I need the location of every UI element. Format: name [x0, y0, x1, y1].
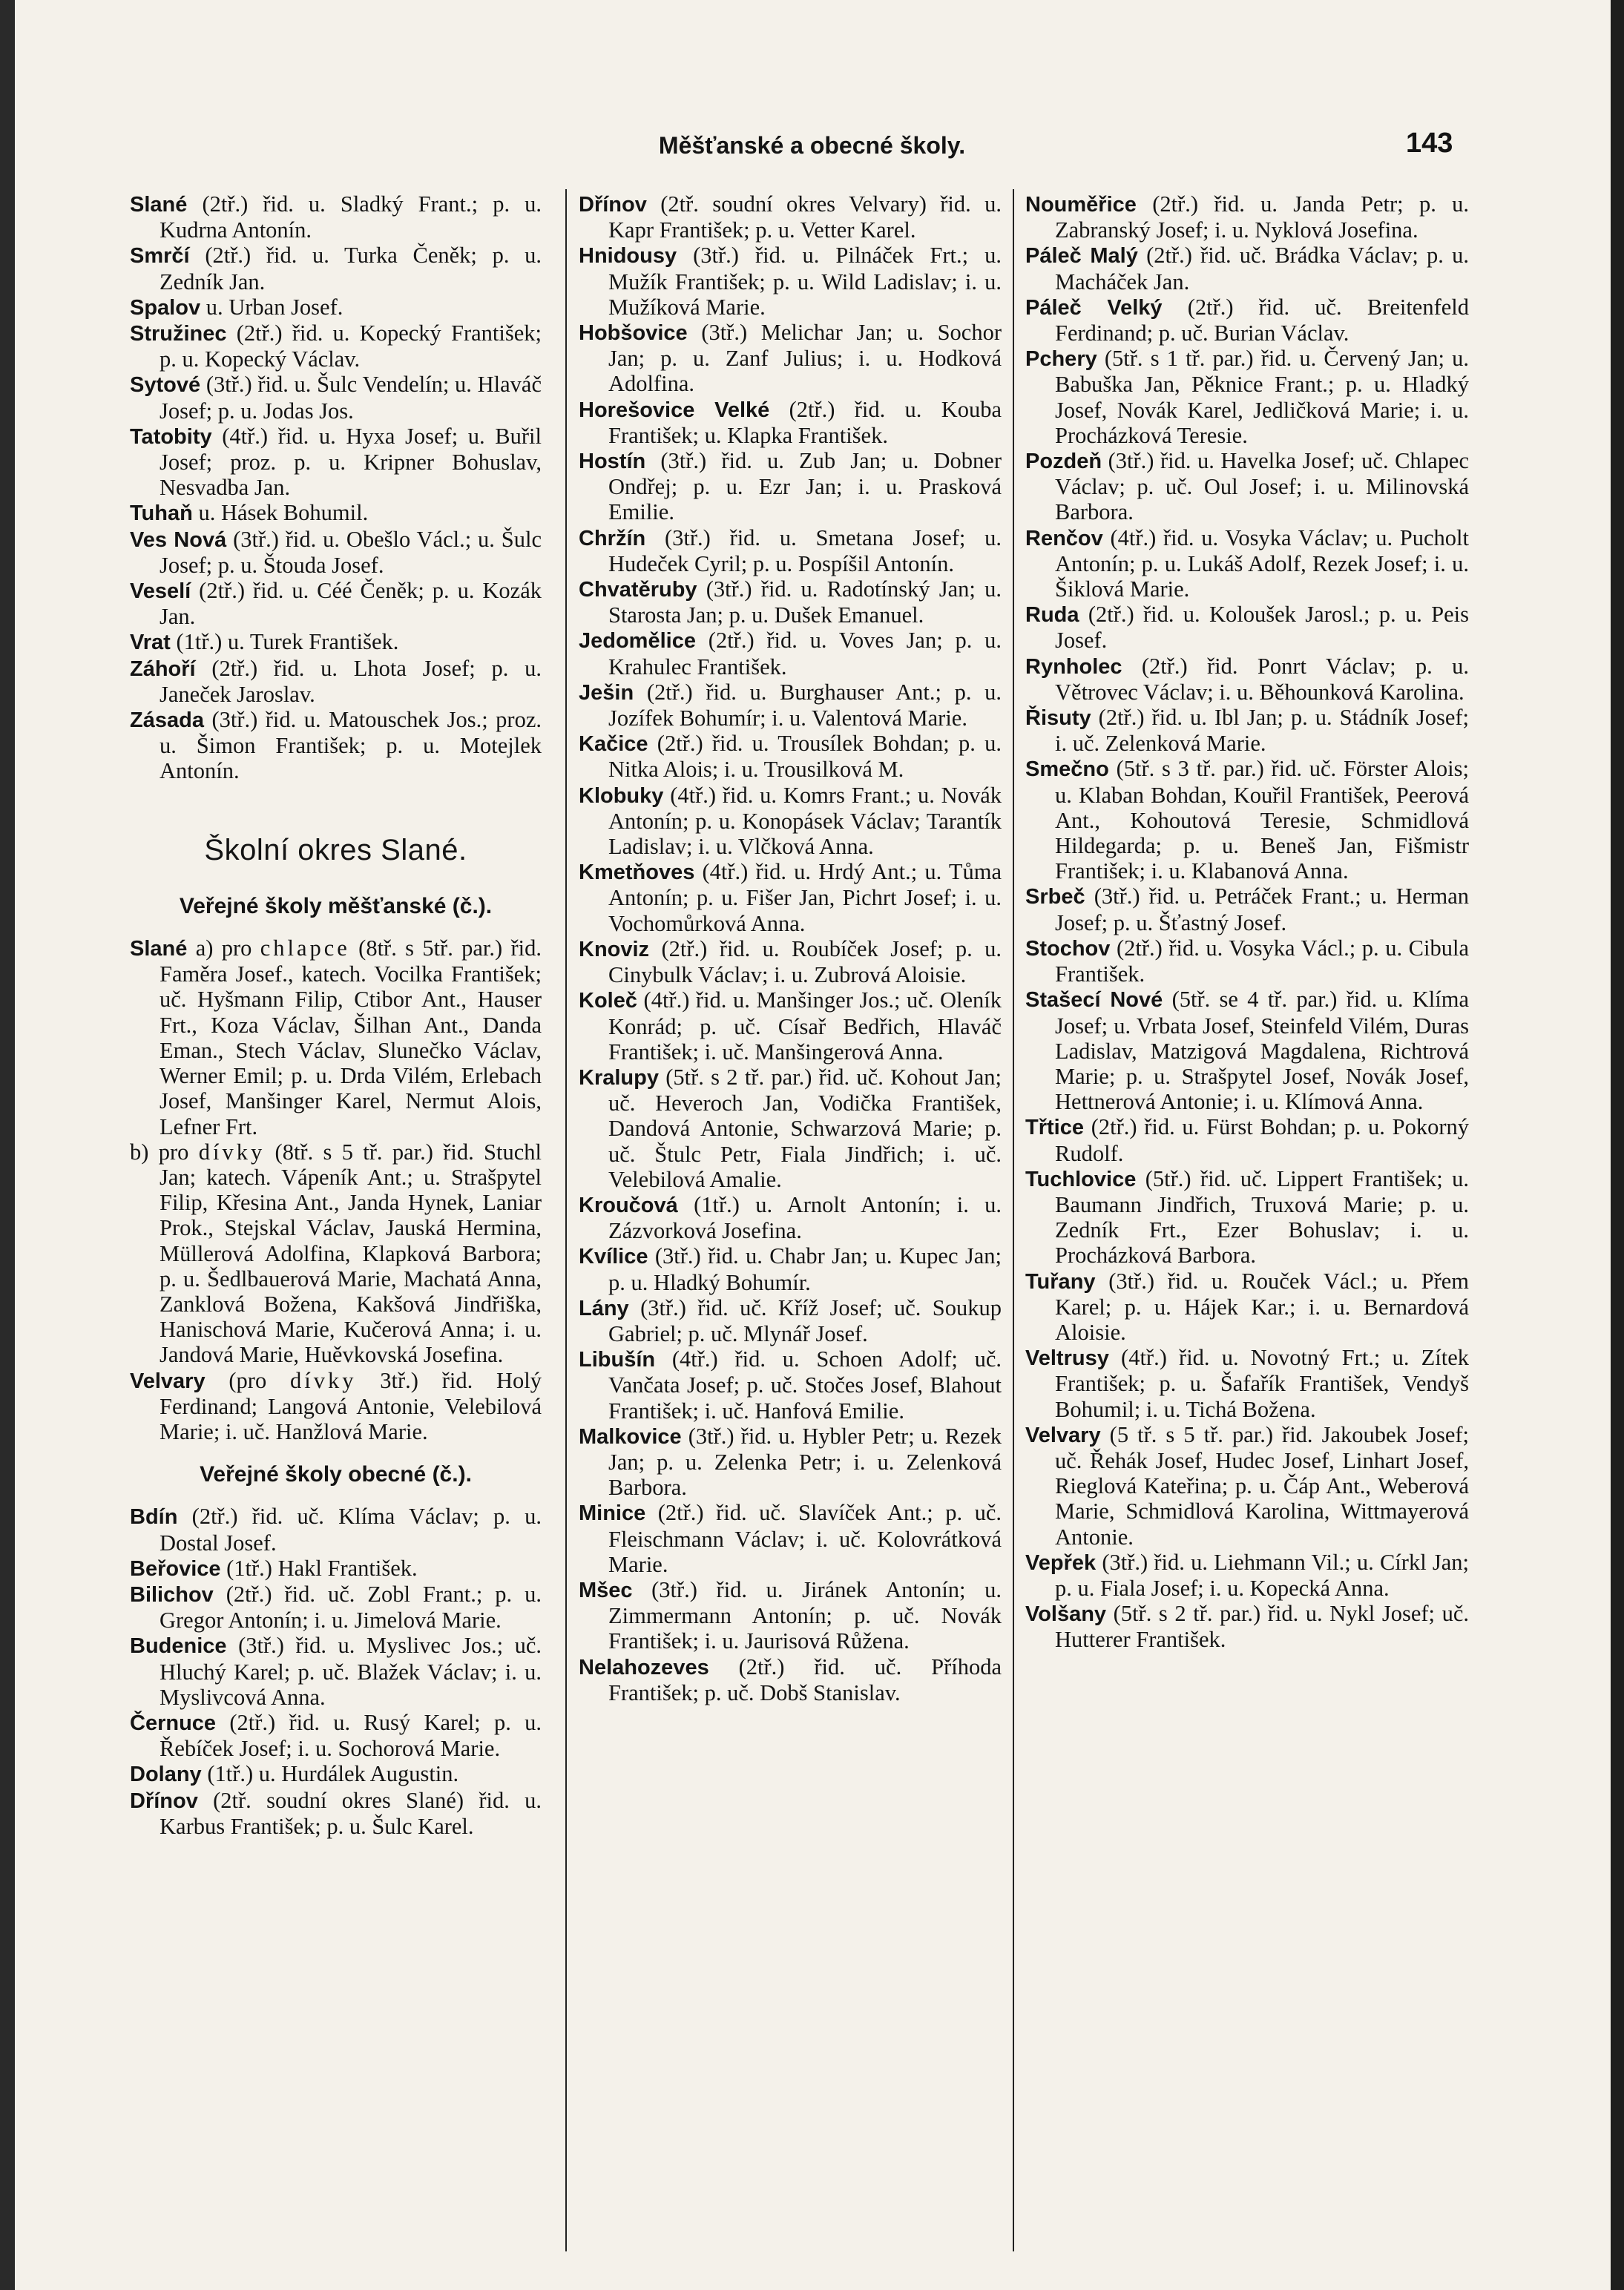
- directory-entry: [130, 1582, 542, 1633]
- entry-text: (5tř.) řid. uč. Lippert František; u. Baumann Jindřich, Truxová Marie; p. u. Zedník Frt., Ezer Bohuslav; i. u. Procházková Barbora.: [1055, 1165, 1469, 1269]
- directory-entry: [579, 859, 1002, 936]
- entry-list: [130, 1504, 542, 1839]
- entry-spaced: dívky: [290, 1367, 357, 1393]
- directory-entry: [1025, 1345, 1469, 1422]
- entry-text: (2tř.) řid. u. Rusý Karel; p. u. Řebíček Josef; i. u. Sochorová Marie.: [160, 1709, 542, 1762]
- entry-list: [130, 191, 542, 784]
- entry-text: (3tř.) řid. u. Obešlo Václ.; u. Šulc Josef; p. u. Štouda Josef.: [160, 526, 542, 578]
- entry-text: (2tř.) řid. u. Kopecký František; p. u. Kopecký Václav.: [160, 320, 542, 372]
- directory-entry: [579, 191, 1002, 243]
- directory-entry: [1025, 602, 1469, 653]
- directory-entry: [1025, 346, 1469, 448]
- directory-entry: [1025, 987, 1469, 1114]
- directory-entry: [130, 295, 542, 320]
- directory-entry: [130, 656, 542, 707]
- directory-entry: [130, 191, 542, 243]
- entry-text: (4tř.) řid. u. Manšinger Jos.; uč. Oleník Konrád; p. uč. Císař Bedřich, Hlaváč František; i. uč. Manšingerová Anna.: [608, 987, 1002, 1065]
- entry-place: Horešovice Velké: [579, 398, 770, 422]
- directory-entry: [130, 527, 542, 578]
- directory-entry: [579, 1500, 1002, 1577]
- directory-entry: [130, 424, 542, 501]
- entry-text: (3tř.) řid. u. Pilnáček Frt.; u. Mužík František; p. u. Wild Ladislav; i. u. Mužíková Marie.: [608, 243, 1002, 320]
- entry-place: Rynholec: [1025, 654, 1122, 679]
- directory-entry: [130, 500, 542, 526]
- entry-place: Volšany: [1025, 1602, 1107, 1627]
- entry-place: Klobuky: [579, 783, 664, 808]
- directory-entry: [579, 576, 1002, 628]
- entry-text: (3tř.) řid. u. Zub Jan; u. Dobner Ondřej; p. u. Ezr Jan; i. u. Prasková Emilie.: [608, 448, 1002, 525]
- section-title-obecne: Veřejné školy obecné (č.).: [200, 1462, 472, 1487]
- directory-entry: [1025, 1422, 1469, 1550]
- entry-place: Tuhaň: [130, 501, 193, 526]
- entry-text: (3tř.) řid. u. Chabr Jan; u. Kupec Jan; p. u. Hladký Bohumír.: [608, 1243, 1002, 1295]
- running-header: Měšťanské a obecné školy.: [658, 132, 966, 159]
- entry-text: (2tř.) řid. u. Roubíček Josef; p. u. Cinybulk Václav; i. u. Zubrová Aloisie.: [608, 935, 1002, 988]
- entry-place: Zásada: [130, 708, 204, 733]
- directory-entry: [579, 397, 1002, 448]
- entry-spaced: chlapce: [260, 935, 350, 961]
- entry-text: (2tř.) řid. u. Trousílek Bohdan; p. u. Nitka Alois; i. u. Trousilková M.: [608, 731, 1002, 783]
- entry-place: Smečno: [1025, 757, 1109, 782]
- entry-text: (2tř.) řid. uč. Breitenfeld Ferdinand; p. uč. Burian Václav.: [1055, 294, 1469, 346]
- directory-entry: [579, 936, 1002, 987]
- entry-text: (5tř. s 2 tř. par.) řid. u. Nykl Josef; uč. Hutterer František.: [1055, 1601, 1469, 1653]
- entry-spaced: dívky: [198, 1139, 266, 1165]
- entry-text: (2tř.) řid. u. Ibl Jan; p. u. Stádník Josef; i. uč. Zelenková Marie.: [1055, 705, 1469, 757]
- entry-place: Kmetňoves: [579, 861, 695, 885]
- entry-velvary-girls: [130, 1368, 542, 1445]
- entry-text: (3tř.) řid. u. Petráček Frant.; u. Herman Josef; p. u. Šťastný Josef.: [1055, 884, 1469, 935]
- entry-text: (3tř.) řid. u. Havelka Josef; uč. Chlapec Václav; p. uč. Oul Josef; i. u. Milinovská Barbora.: [1055, 448, 1469, 525]
- entry-text: (2tř.) řid. Ponrt Václav; p. u. Větrovec Václav; i. u. Běhounková Karolina.: [1055, 653, 1469, 705]
- entry-prefix: (pro: [229, 1367, 267, 1393]
- directory-entry: [579, 1192, 1002, 1243]
- entry-text: (2tř.) řid. uč. Klíma Václav; p. u. Dostal Josef.: [160, 1504, 542, 1556]
- entry-place: Páleč Malý: [1025, 244, 1138, 269]
- directory-entry: [1025, 884, 1469, 935]
- entry-place: Pozdeň: [1025, 450, 1102, 474]
- directory-entry: [579, 1295, 1002, 1346]
- entry-text: (2tř.) řid. u. Burghauser Ant.; p. u. Jozífek Bohumír; i. u. Valentová Marie.: [608, 679, 1002, 731]
- directory-entry: [130, 629, 542, 655]
- entry-place: Tatobity: [130, 424, 212, 449]
- column-1: [130, 191, 542, 2261]
- directory-entry: [579, 1654, 1002, 1705]
- entry-text: (1tř.) u. Turek František.: [176, 629, 399, 655]
- entry-text: (3tř.) řid. u. Myslivec Jos.; uč. Hluchý Karel; p. uč. Blažek Václav; i. u. Myslivcová Anna.: [160, 1633, 542, 1710]
- entry-text: (5tř. s 3 tř. par.) řid. uč. Förster Alois; u. Klaban Bohdan, Kouřil František, Peerová Ant., Kohoutová Teresie, Schmidlová Hildegarda; p. u. Beneš Jan, Fišmistr František; i. u. Klabanová Anna.: [1055, 756, 1469, 884]
- entry-place: Ves Nová: [130, 527, 227, 552]
- entry-place: Chvatěruby: [579, 578, 697, 602]
- entry-place: Chržín: [579, 526, 646, 550]
- directory-entry: [130, 1710, 542, 1761]
- entry-place: Knoviz: [579, 937, 650, 961]
- column-3: [1025, 191, 1469, 2261]
- directory-entry: [130, 578, 542, 629]
- entry-prefix: b) pro: [130, 1139, 189, 1165]
- entry-text: (3tř.) řid. u. Radotínský Jan; u. Starosta Jan; p. u. Dušek Emanuel.: [608, 576, 1002, 628]
- directory-entry: [1025, 935, 1469, 987]
- entry-place: Vepřek: [1025, 1550, 1097, 1575]
- directory-entry: [579, 1065, 1002, 1192]
- entry-place: Bdín: [130, 1505, 178, 1530]
- entry-place: Minice: [579, 1501, 646, 1526]
- entry-place: Kralupy: [579, 1065, 659, 1090]
- entry-place: Mšec: [579, 1578, 633, 1602]
- directory-entry: [579, 1243, 1002, 1294]
- entry-text: (4tř.) řid. u. Novotný Frt.; u. Zítek František; p. u. Šafařík František, Vendyš Bohumil; i. u. Tichá Božena.: [1055, 1345, 1469, 1422]
- column-rule: [1013, 189, 1014, 2251]
- directory-entry: [579, 1424, 1002, 1501]
- entry-prefix: a) pro: [195, 935, 252, 961]
- entry-place: Renčov: [1025, 526, 1103, 550]
- entry-text: (1tř.) u. Hurdálek Augustin.: [207, 1761, 459, 1787]
- entry-text: (2tř.) řid. uč. Slavíček Ant.; p. uč. Fleischmann Václav; i. uč. Kolovrátková Marie.: [608, 1500, 1002, 1577]
- entry-text: (1tř.) u. Arnolt Antonín; i. u. Zázvorková Josefina.: [608, 1191, 1002, 1244]
- column-rule: [565, 189, 567, 2251]
- entry-place: Stochov: [1025, 936, 1111, 961]
- entry-place: Třtice: [1025, 1116, 1084, 1140]
- directory-entry: [579, 525, 1002, 576]
- entry-text: (3tř.) řid. u. Liehmann Vil.; u. Církl Jan; p. u. Fiala Josef; i. u. Kopecká Anna.: [1055, 1549, 1469, 1601]
- directory-entry: [1025, 1166, 1469, 1269]
- directory-entry: [130, 243, 542, 294]
- entry-place: Pchery: [1025, 347, 1097, 372]
- directory-entry: [1025, 295, 1469, 346]
- entry-text: (8tř. s 5 tř. par.) řid. Stuchl Jan; katech. Vápeník Ant.; u. Strašpytel Filip, Křesina Ant., Janda Hynek, Laniar Prok., Stejskal Václav, Jauská Hermina, Müllerová Adolfina, Klapková Barbora; p. u. Šedlbauerová Marie, Machatá Anna, Zanklová Božena, Kakšová Jindřiška, Hanischová Marie, Kučerová Anna; i. u. Jandová Marie, Huěvkovská Josefina.: [160, 1139, 542, 1368]
- entry-place: Sytové: [130, 373, 201, 398]
- entry-place: Kroučová: [579, 1193, 678, 1217]
- entry-text: (4tř.) řid. u. Hyxa Josef; u. Buřil Josef; proz. p. u. Kripner Bohuslav, Nesvadba Jan.: [160, 423, 542, 501]
- entry-place: Slané: [130, 193, 188, 217]
- directory-entry: [1025, 654, 1469, 705]
- entry-text: (2tř. soudní okres Velvary) řid. u. Kapr František; p. u. Vetter Karel.: [608, 191, 1002, 243]
- entry-slane-schools: [130, 935, 542, 1139]
- entry-place: Nouměřice: [1025, 193, 1137, 217]
- section-title-mestanske: Veřejné školy měšťanské (č.).: [179, 893, 493, 918]
- entry-text: (3tř.) řid. uč. Kříž Josef; uč. Soukup Gabriel; p. uč. Mlynář Josef.: [608, 1294, 1002, 1346]
- entry-text: (3tř.) řid. u. Hybler Petr; u. Rezek Jan; p. u. Zelenka Petr; i. u. Zelenková Barbora.: [608, 1423, 1002, 1501]
- entry-place: Dřínov: [579, 193, 647, 217]
- entry-text: (4tř.) řid. u. Komrs Frant.; u. Novák Antonín; p. u. Konopásek Václav; Tarantík Ladislav; i. u. Vlčková Anna.: [608, 782, 1002, 860]
- entry-text: (2tř.) řid. uč. Příhoda František; p. uč. Dobš Stanislav.: [608, 1654, 1002, 1705]
- entry-text: (2tř.) řid. uč. Brádka Václav; p. u. Macháček Jan.: [1055, 243, 1469, 295]
- entry-place: Srbeč: [1025, 885, 1085, 909]
- directory-entry: [579, 680, 1002, 731]
- entry-list: [579, 191, 1002, 1705]
- entry-place: Hostín: [579, 450, 646, 474]
- entry-text: (2tř.) řid. u. Fürst Bohdan; p. u. Pokorný Rudolf.: [1055, 1114, 1469, 1166]
- entry-text: (3tř.) řid. u. Matouschek Jos.; proz. u. Šimon František; p. u. Motejlek Antonín.: [160, 707, 542, 784]
- directory-entry: [1025, 1601, 1469, 1652]
- entry-text: (2tř. soudní okres Slané) řid. u. Karbus František; p. u. Šulc Karel.: [160, 1787, 542, 1839]
- entry-text: (2tř.) řid. u. Kouba František; u. Klapka František.: [608, 396, 1002, 448]
- entry-slane-girls: [130, 1139, 542, 1368]
- directory-entry: [1025, 525, 1469, 602]
- directory-entry: [579, 731, 1002, 782]
- entry-place: Spalov: [130, 295, 201, 320]
- entry-text: (2tř.) řid. u. Céé Čeněk; p. u. Kozák Jan.: [160, 578, 542, 630]
- entry-place: Záhoří: [130, 657, 196, 681]
- entry-place: Smrčí: [130, 244, 190, 269]
- entry-place: Černuce: [130, 1711, 217, 1735]
- entry-text: (3tř.) řid. u. Smetana Josef; u. Hudeček Cyril; p. u. Pospíšil Antonín.: [608, 524, 1002, 576]
- entry-text: (2tř.) řid. u. Vosyka Václ.; p. u. Cibula František.: [1055, 935, 1469, 987]
- entry-text: 3tř.) řid. Holý Ferdinand; Langová Antonie, Velebilová Marie; i. uč. Hanžlová Marie.: [160, 1367, 542, 1444]
- directory-entry: [130, 707, 542, 784]
- column-2: [579, 191, 1002, 2261]
- directory-entry: [1025, 1269, 1469, 1346]
- entry-place: Řisuty: [1025, 706, 1091, 731]
- entry-text: (2tř.) řid. u. Sladký Frant.; p. u. Kudrna Antonín.: [160, 191, 542, 243]
- entry-place: Ruda: [1025, 603, 1079, 628]
- entry-text: (2tř.) řid. u. Lhota Josef; p. u. Janeček Jaroslav.: [160, 655, 542, 707]
- entry-place: Veltrusy: [1025, 1346, 1109, 1371]
- entry-text: (5tř. s 1 tř. par.) řid. u. Červený Jan; u. Babuška Jan, Pěknice Frant.; p. u. Hladký Josef, Novák Karel, Jedličková Marie; i. u. Procházková Teresie.: [1055, 346, 1469, 448]
- entry-place: Kačice: [579, 732, 648, 757]
- directory-entry: [130, 1556, 542, 1582]
- scan-edge-right: [1611, 0, 1624, 2290]
- entry-text: (3tř.) řid. u. Šulc Vendelín; u. Hlaváč Josef; p. u. Jodas Jos.: [160, 372, 542, 424]
- entry-text: (5tř. se 4 tř. par.) řid. u. Klíma Josef; u. Vrbata Josef, Steinfeld Vilém, Duras Ladislav, Matzigová Magdalena, Richtrová Marie; p. u. Strašpytel Josef, Novák Josef, Hettnerová Antonie; i. u. Klímová Anna.: [1055, 987, 1469, 1115]
- entry-place: Velvary: [1025, 1423, 1101, 1447]
- entry-place: Slané: [130, 937, 188, 961]
- entry-text: (2tř.) řid. u. Voves Jan; p. u. Krahulec František.: [608, 628, 1002, 680]
- entry-text: (8tř. s 5tř. par.) řid. Faměra Josef., katech. Vocilka František; uč. Hyšmann Filip, Ctibor Ant., Hauser Frt., Koza Václav, Šilhan Ant., Danda Eman., Stech Václav, Slunečko Václav, Werner Emil; p. u. Drda Vilém, Erlebach Josef, Manšinger Karel, Nermut Alois, Lefner Frt.: [160, 935, 542, 1139]
- directory-entry: [579, 448, 1002, 525]
- entry-place: Tuřany: [1025, 1269, 1096, 1294]
- entry-place: Vrat: [130, 631, 171, 655]
- entry-place: Libušín: [579, 1348, 656, 1372]
- entry-place: Stružinec: [130, 322, 227, 346]
- entry-text: (4tř.) řid. u. Hrdý Ant.; u. Tůma Antonín; p. u. Fišer Jan, Pichrt Josef; i. u. Vochomůrková Anna.: [608, 859, 1002, 936]
- entry-place: Dolany: [130, 1763, 202, 1787]
- entry-text: (5 tř. s 5 tř. par.) řid. Jakoubek Josef; uč. Řehák Josef, Hudec Josef, Linhart Josef, Rieglová Kateřina; p. u. Čáp Ant., Weberová Marie, Schmidlová Karolina, Wittmayerová Antonie.: [1055, 1421, 1469, 1550]
- entry-text: (5tř. s 2 tř. par.) řid. uč. Kohout Jan; uč. Heveroch Jan, Vodička František, Dandová Antonie, Schwarzová Marie; p. uč. Štulc Petr, Fiala Jindřich; i. uč. Velebilová Amalie.: [608, 1064, 1002, 1192]
- entry-text: (3tř.) řid. u. Rouček Václ.; u. Přem Karel; p. u. Hájek Kar.; i. u. Bernardová Aloisie.: [1055, 1268, 1469, 1345]
- entry-place: Velvary: [130, 1369, 206, 1393]
- entry-place: Dřínov: [130, 1789, 198, 1813]
- entry-text: (1tř.) Hakl František.: [226, 1555, 418, 1581]
- directory-entry: [1025, 191, 1469, 243]
- entry-place: Lány: [579, 1296, 629, 1320]
- directory-entry: [579, 783, 1002, 860]
- entry-place: Koleč: [579, 989, 637, 1013]
- entry-place: Nelahozeves: [579, 1655, 709, 1679]
- directory-entry: [579, 1577, 1002, 1654]
- entry-place: Malkovice: [579, 1424, 682, 1449]
- directory-entry: [130, 372, 542, 423]
- directory-entry: [1025, 1114, 1469, 1165]
- directory-entry: [579, 243, 1002, 320]
- entry-text: (4tř.) řid. u. Schoen Adolf; uč. Vančata Josef; p. uč. Stočes Josef, Blahout František; i. uč. Hanfová Emilie.: [608, 1346, 1002, 1424]
- directory-entry: [1025, 243, 1469, 294]
- entry-place: Páleč Velký: [1025, 295, 1163, 320]
- entry-text: (4tř.) řid. u. Vosyka Václav; u. Pucholt Antonín; p. u. Lukáš Adolf, Rezek Josef; i. u. Šiklová Marie.: [1055, 524, 1469, 602]
- entry-text: (2tř.) řid. u. Turka Čeněk; p. u. Zedník Jan.: [160, 243, 542, 295]
- entry-place: Veselí: [130, 579, 191, 604]
- directory-entry: [130, 1633, 542, 1710]
- entry-place: Hobšovice: [579, 321, 688, 346]
- directory-entry: [130, 1761, 542, 1787]
- entry-place: Bilichov: [130, 1582, 214, 1607]
- entry-text: u. Urban Josef.: [206, 294, 343, 320]
- entry-text: (3tř.) Melichar Jan; u. Sochor Jan; p. u. Zanf Julius; i. u. Hodková Adolfina.: [608, 320, 1002, 397]
- district-title: Školní okres Slané.: [204, 833, 467, 866]
- entry-text: u. Hásek Bohumil.: [198, 500, 369, 526]
- scan-edge-left: [0, 0, 15, 2290]
- entry-place: Jedomělice: [579, 629, 696, 654]
- directory-entry: [130, 1504, 542, 1555]
- directory-entry: [1025, 448, 1469, 525]
- entry-text: (2tř.) řid. uč. Zobl Frant.; p. u. Gregor Antonín; i. u. Jimelová Marie.: [160, 1581, 542, 1633]
- directory-entry: [130, 1788, 542, 1839]
- directory-entry: [1025, 756, 1469, 884]
- page-number: 143: [1406, 128, 1453, 159]
- directory-entry: [579, 987, 1002, 1065]
- entry-place: Beřovice: [130, 1556, 221, 1581]
- entry-text: (2tř.) řid. u. Janda Petr; p. u. Zabranský Josef; i. u. Nyklová Josefina.: [1055, 191, 1469, 243]
- entry-list: [1025, 191, 1469, 1653]
- directory-entry: [579, 1346, 1002, 1424]
- directory-entry: [1025, 705, 1469, 756]
- entry-place: Stašecí Nové: [1025, 988, 1163, 1013]
- entry-place: Budenice: [130, 1634, 227, 1659]
- directory-entry: [130, 320, 542, 372]
- directory-entry: [1025, 1550, 1469, 1601]
- directory-entry: [579, 628, 1002, 679]
- entry-place: Hnidousy: [579, 244, 677, 269]
- entry-place: Tuchlovice: [1025, 1167, 1137, 1191]
- entry-text: (2tř.) řid. u. Koloušek Jarosl.; p. u. Peis Josef.: [1055, 602, 1469, 654]
- entry-text: (3tř.) řid. u. Jiránek Antonín; u. Zimmermann Antonín; p. uč. Novák František; i. u. Jaurisová Růžena.: [608, 1576, 1002, 1654]
- entry-place: Ješin: [579, 680, 634, 705]
- directory-entry: [579, 320, 1002, 397]
- entry-place: Kvílice: [579, 1245, 648, 1269]
